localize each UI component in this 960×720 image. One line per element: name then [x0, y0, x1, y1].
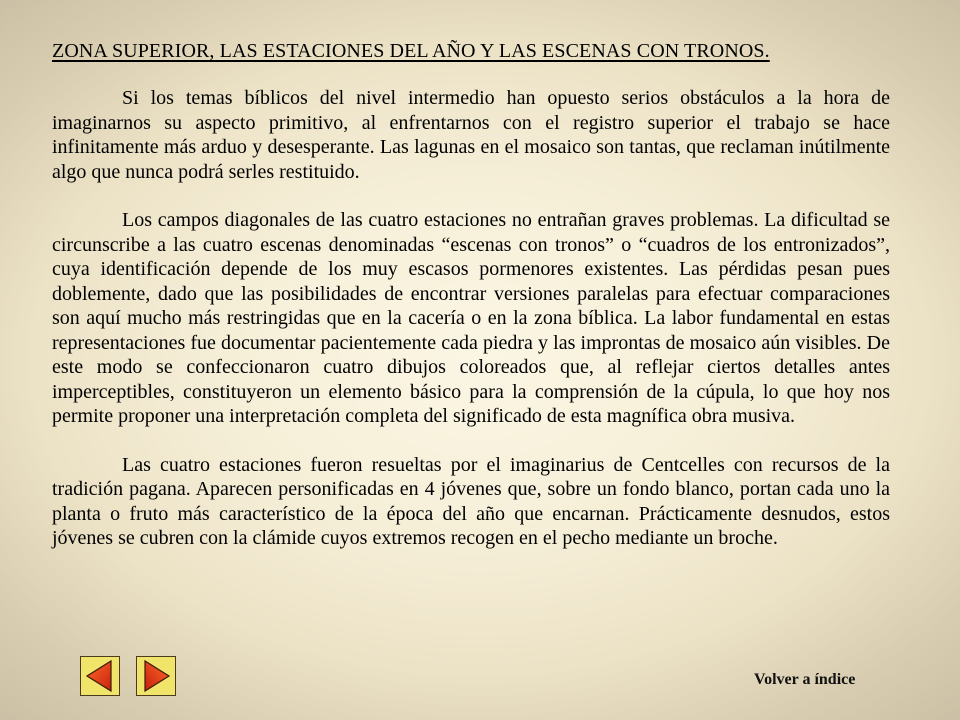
next-page-button[interactable]: [136, 656, 176, 696]
arrow-right-icon: [137, 657, 175, 695]
paragraph-3: Las cuatro estaciones fueron resueltas por el imaginarius de Centcelles con recursos de la tradición pagana. Aparecen personificadas en 4 jóvenes que, sobre un fondo blanco, portan cada uno la planta o fruto más característico de la época del año que encarnan. Prácticamente desnudos, estos jóvenes se cubren con la clámide cuyos extremos recogen en el pecho mediante un broche.: [52, 453, 890, 549]
previous-page-button[interactable]: [80, 656, 120, 696]
paragraph-1: Si los temas bíblicos del nivel intermedio han opuesto serios obstáculos a la hora de imaginarnos su aspecto primitivo, al enfrentarnos con el registro superior el trabajo se hace infinitamente más arduo y desesperante. Las lagunas en el mosaico son tantas, que reclaman inútilmente algo que nunca podrá serles restituido.: [52, 87, 890, 183]
document-page: [52, 38, 890, 575]
page-title: ZONA SUPERIOR, LAS ESTACIONES DEL AÑO Y LAS ESCENAS CON TRONOS.: [52, 40, 770, 62]
back-to-index-link[interactable]: Volver a índice: [754, 671, 856, 688]
paragraph-2: Los campos diagonales de las cuatro estaciones no entrañan graves problemas. La dificultad se circunscribe a las cuatro escenas denominadas “escenas con tronos” o “cuadros de los entronizados”, cuya identificación depende de los muy escasos pormenores existentes. Las pérdidas pesan pues doblemente, dado que las posibilidades de encontrar versiones paralelas para efectuar comparaciones son aquí mucho más restringidas que en la cacería o en la zona bíblica. La labor fundamental en estas representaciones fue documentar pacientemente cada piedra y las improntas de mosaico aún visibles. De este modo se confeccionaron cuatro dibujos coloreados que, al reflejar ciertos detalles antes imperceptibles, constituyeron un elemento básico para la comprensión de la cúpula, lo que hoy nos permite proponer una interpretación completa del significado de esta magnífica obra musiva.: [52, 209, 890, 427]
arrow-left-icon: [81, 657, 119, 695]
